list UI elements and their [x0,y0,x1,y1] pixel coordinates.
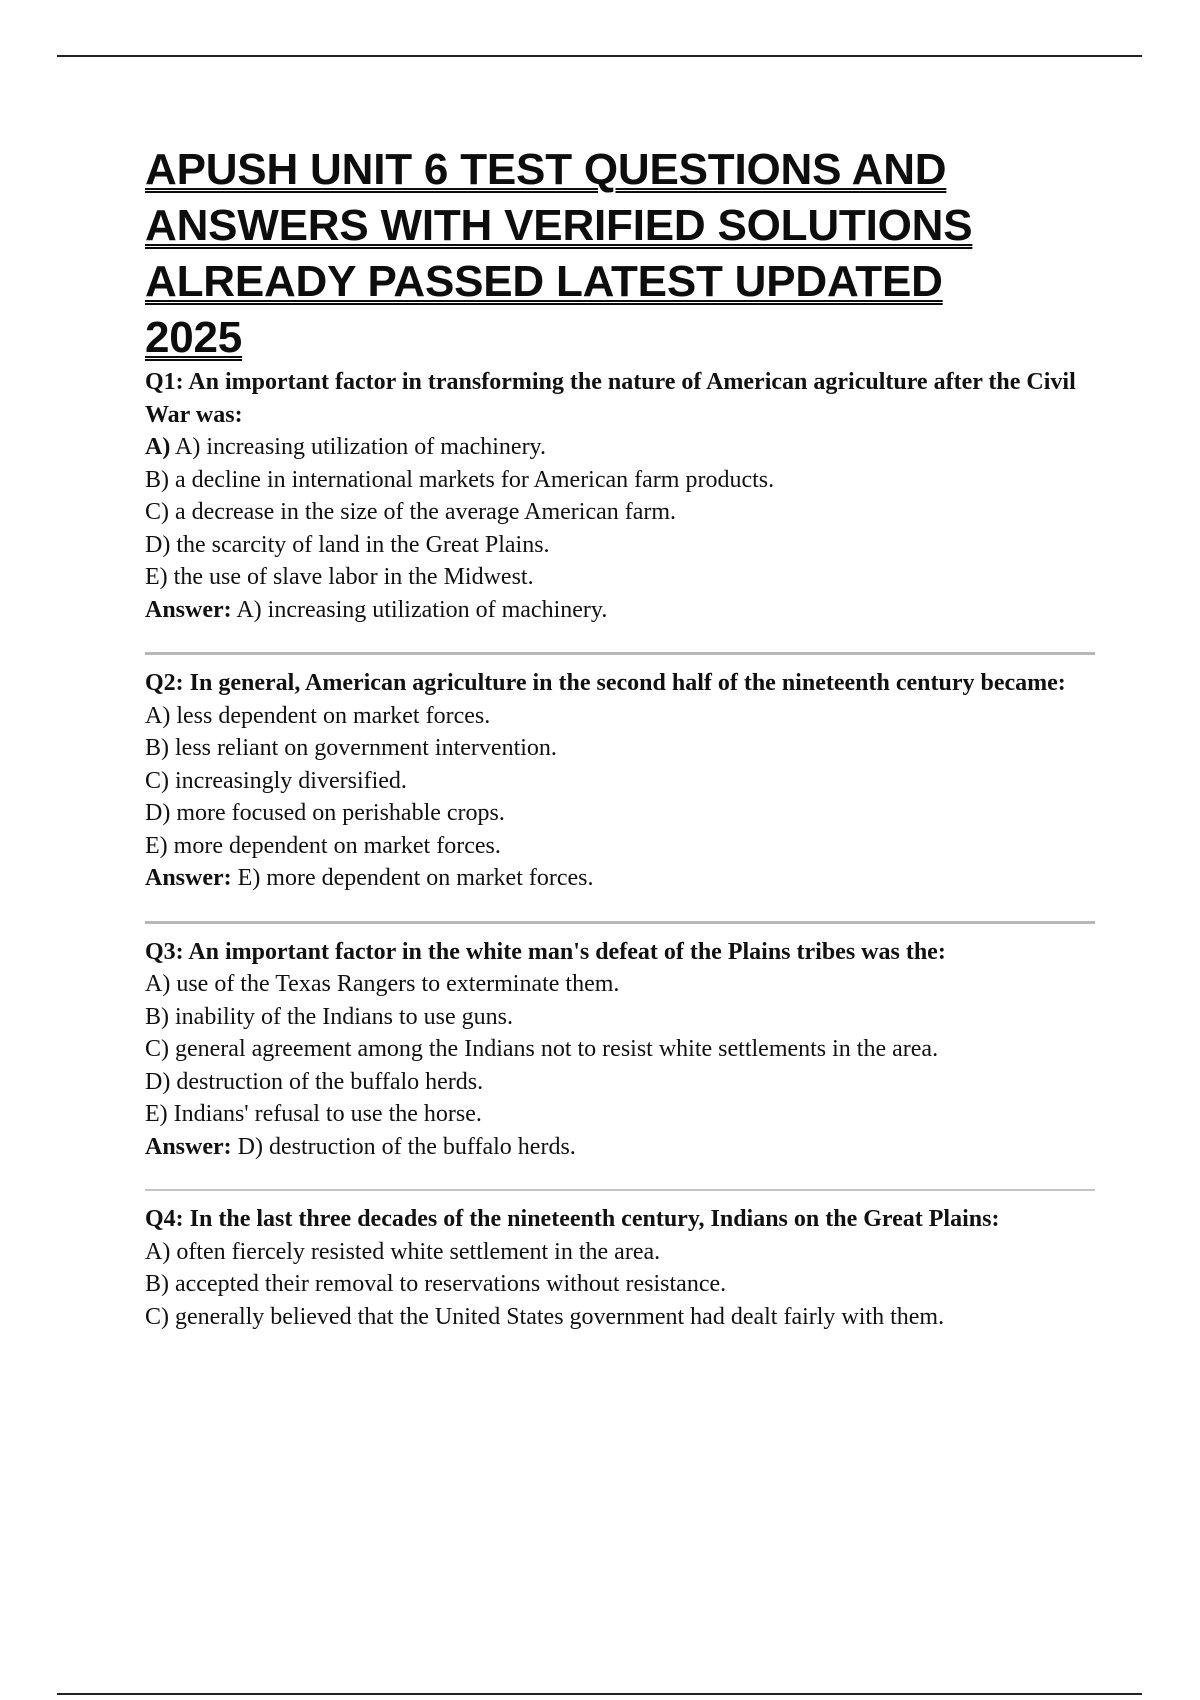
option-e: E) the use of slave labor in the Midwest. [145,564,534,590]
option-e: E) more dependent on market forces. [145,832,501,859]
option-a [145,431,1095,464]
document-body [145,142,1095,1333]
document-title [145,142,1095,366]
question-divider [145,1189,1095,1191]
page-top-rule [57,55,1142,57]
question-text: Q3: An important factor in the white man's defeat of the Plains tribes was the: [145,938,946,965]
answer-text: D) destruction of the buffalo herds. [237,1133,576,1160]
option-b: B) accepted their removal to reservations without resistance. [145,1271,727,1297]
option-b: B) less reliant on government intervention. [145,735,557,761]
answer-label: Answer: [145,865,232,891]
title-line: 2025 [145,313,243,362]
answer-label: Answer: [145,1133,232,1160]
question-block-3 [145,936,1095,1164]
answer-line [145,594,1095,627]
question-text: Q1: An important factor in transforming the nature of American agriculture after the Civil War was: [145,369,1076,428]
question-divider [145,652,1095,655]
option-a: A) use of the Texas Rangers to exterminate them. [145,971,620,997]
question-block-4 [145,1203,1095,1333]
title-line: ANSWERS WITH VERIFIED SOLUTIONS [145,201,973,250]
question-text: Q2: In general, American agriculture in the second half of the nineteenth century became: [145,670,1066,696]
question-block-2 [145,667,1095,895]
answer-text: E) more dependent on market forces. [237,865,594,891]
option-b: B) inability of the Indians to use guns. [145,1003,513,1030]
title-line: APUSH UNIT 6 TEST QUESTIONS AND [145,145,947,194]
option-c: C) general agreement among the Indians not to resist white settlements in the area. [145,1036,939,1062]
option-a: A) less dependent on market forces. [145,702,491,729]
option-text: A) increasing utilization of machinery. [175,434,546,460]
answer-line [145,1131,1095,1164]
answer-label: Answer: [145,596,232,623]
option-b: B) a decline in international markets for American farm products. [145,466,775,493]
question-divider [145,921,1095,924]
option-c: C) generally believed that the United States government had dealt fairly with them. [145,1303,945,1330]
option-prefix: A) [145,434,171,460]
question-block-1 [145,366,1095,626]
question-text: Q4: In the last three decades of the nineteenth century, Indians on the Great Plains: [145,1206,1000,1232]
answer-line [145,862,1095,895]
page-bottom-rule [57,1693,1142,1695]
option-a: A) often fiercely resisted white settlement in the area. [145,1238,661,1265]
option-c: C) a decrease in the size of the average American farm. [145,499,677,525]
title-line: ALREADY PASSED LATEST UPDATED [145,257,943,306]
option-c: C) increasingly diversified. [145,767,407,794]
option-d: D) more focused on perishable crops. [145,800,505,826]
answer-text: A) increasing utilization of machinery. [236,596,608,623]
option-d: D) destruction of the buffalo herds. [145,1068,484,1095]
option-e: E) Indians' refusal to use the horse. [145,1101,482,1127]
option-d: D) the scarcity of land in the Great Plains. [145,531,550,558]
